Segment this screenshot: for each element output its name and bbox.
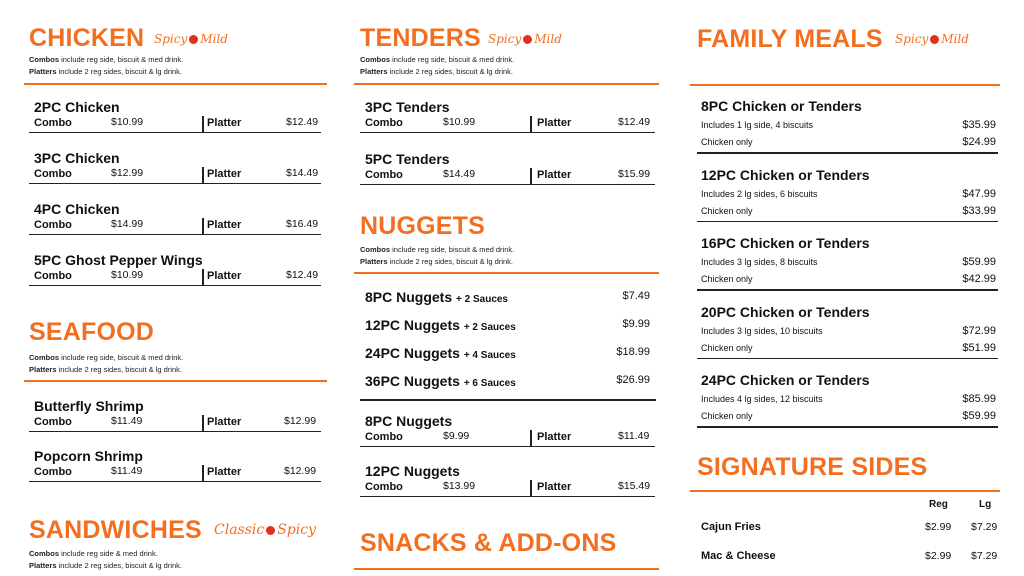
combo-price: $14.99 bbox=[111, 218, 144, 230]
flavor-classic-label: Classic bbox=[214, 522, 265, 538]
item-name: 12PC Nuggets bbox=[365, 317, 460, 333]
flavor-mild-label: Mild bbox=[534, 32, 562, 46]
sauce-note: + 6 Sauces bbox=[463, 378, 516, 389]
nuggets-combo-note: Combos include reg side, biscuit & med drink. bbox=[360, 245, 515, 254]
chicken-only-label: Chicken only bbox=[701, 274, 753, 284]
includes-text: Includes 1 lg side, 4 biscuits bbox=[701, 120, 814, 130]
combo-label: Combo bbox=[34, 466, 72, 478]
chicken-title: CHICKEN bbox=[29, 24, 145, 52]
item-name: 24PC Chicken or Tenders bbox=[701, 372, 870, 388]
platter-label: Platter bbox=[537, 169, 572, 181]
platter-price: $15.49 bbox=[618, 480, 651, 492]
includes-text: Includes 3 lg sides, 10 biscuits bbox=[701, 325, 823, 336]
item-price: $18.99 bbox=[616, 346, 650, 358]
tenders-platter-note: Platters include 2 reg sides, biscuit & lg drink. bbox=[360, 67, 513, 76]
combo-price: $12.99 bbox=[111, 167, 144, 179]
row-separator bbox=[202, 269, 204, 285]
chicken-only-price: $59.99 bbox=[962, 410, 996, 422]
nuggets-divider bbox=[360, 399, 656, 401]
item-name: 16PC Chicken or Tenders bbox=[701, 235, 870, 251]
item-name: 12PC Chicken or Tenders bbox=[701, 166, 870, 183]
item-name: 3PC Chicken bbox=[34, 150, 120, 166]
nuggets-platter-note: Platters include 2 reg sides, biscuit & lg drink. bbox=[360, 257, 513, 266]
platter-price: $12.49 bbox=[286, 116, 319, 128]
lg-price: $7.29 bbox=[971, 550, 998, 562]
row-separator bbox=[530, 480, 532, 496]
combo-price: $10.99 bbox=[111, 269, 144, 281]
reg-price: $2.99 bbox=[925, 521, 952, 533]
row-divider bbox=[697, 221, 998, 223]
meal-price: $35.99 bbox=[962, 119, 996, 131]
chicken-only-price: $42.99 bbox=[962, 273, 996, 285]
vs-dot-icon bbox=[930, 35, 939, 44]
sauce-note: + 4 Sauces bbox=[463, 350, 516, 361]
side-name: Cajun Fries bbox=[701, 521, 761, 533]
chicken-flavor-badge bbox=[154, 32, 228, 46]
item-name: 5PC Tenders bbox=[365, 151, 450, 167]
item-name: 2PC Chicken bbox=[34, 99, 120, 115]
section-divider bbox=[24, 83, 327, 85]
sides-lg-header: Lg bbox=[979, 499, 992, 510]
row-separator bbox=[202, 167, 204, 183]
includes-text: Includes 2 lg sides, 6 biscuits bbox=[701, 188, 818, 199]
price-row bbox=[29, 116, 321, 133]
combo-label: Combo bbox=[365, 169, 403, 181]
section-divider bbox=[690, 490, 1000, 492]
combo-label: Combo bbox=[34, 416, 72, 428]
item-name: 8PC Nuggets bbox=[365, 413, 453, 429]
row-separator bbox=[530, 116, 532, 132]
item-name: 12PC Nuggets bbox=[365, 463, 460, 479]
chicken-only-label: Chicken only bbox=[701, 205, 753, 216]
combo-label: Combo bbox=[365, 481, 403, 493]
row-separator bbox=[530, 430, 532, 446]
item-name: 24PC Nuggets bbox=[365, 345, 460, 361]
combo-label: Combo bbox=[34, 168, 72, 180]
row-separator bbox=[202, 218, 204, 234]
price-row bbox=[360, 168, 655, 185]
nugget-item bbox=[365, 345, 516, 361]
vs-dot-icon bbox=[523, 35, 532, 44]
combo-label: Combo bbox=[34, 219, 72, 231]
price-row bbox=[29, 415, 321, 432]
seafood-title: SEAFOOD bbox=[29, 318, 155, 346]
meal-price: $59.99 bbox=[962, 256, 996, 268]
flavor-spicy-label: Spicy bbox=[895, 32, 929, 46]
chicken-only-label: Chicken only bbox=[701, 137, 753, 147]
item-price: $9.99 bbox=[622, 318, 650, 330]
platter-label: Platter bbox=[207, 219, 242, 231]
row-separator bbox=[202, 415, 204, 431]
item-name: 3PC Tenders bbox=[365, 99, 450, 115]
flavor-spicy-label: Spicy bbox=[154, 32, 188, 46]
row-separator bbox=[202, 116, 204, 132]
combo-price: $10.99 bbox=[111, 116, 144, 128]
sauce-note: + 2 Sauces bbox=[456, 294, 508, 305]
vs-dot-icon bbox=[189, 35, 198, 44]
platter-price: $12.49 bbox=[618, 116, 651, 128]
snacks-title: SNACKS & ADD-ONS bbox=[360, 529, 617, 557]
nugget-item bbox=[365, 373, 516, 389]
row-divider bbox=[697, 426, 998, 428]
platter-label: Platter bbox=[207, 117, 242, 129]
lg-price: $7.29 bbox=[971, 521, 998, 533]
combo-label: Combo bbox=[365, 431, 403, 443]
row-divider bbox=[697, 358, 998, 360]
combo-label: Combo bbox=[34, 270, 72, 282]
sandwiches-platter-note: Platters include 2 reg sides, biscuit & lg drink. bbox=[29, 561, 182, 570]
nugget-item bbox=[365, 317, 516, 333]
item-price: $7.49 bbox=[622, 290, 650, 302]
combo-label: Combo bbox=[365, 117, 403, 129]
seafood-platter-note: Platters include 2 reg sides, biscuit & lg drink. bbox=[29, 365, 182, 374]
platter-price: $12.99 bbox=[284, 415, 317, 427]
sandwiches-flavor-badge bbox=[214, 522, 316, 538]
price-row bbox=[29, 167, 321, 184]
flavor-spicy-label: Spicy bbox=[488, 32, 522, 46]
chicken-combo-note: Combos include reg side, biscuit & med drink. bbox=[29, 55, 184, 64]
section-divider bbox=[24, 380, 327, 382]
price-row bbox=[360, 430, 655, 447]
platter-price: $11.49 bbox=[618, 430, 650, 442]
flavor-spicy-label: Spicy bbox=[277, 522, 317, 538]
vs-dot-icon bbox=[266, 526, 275, 535]
platter-price: $12.99 bbox=[284, 465, 317, 477]
item-name: Popcorn Shrimp bbox=[34, 448, 143, 464]
combo-price: $9.99 bbox=[443, 430, 470, 442]
sandwiches-title: SANDWICHES bbox=[29, 516, 202, 544]
meal-price: $85.99 bbox=[962, 393, 996, 405]
price-row bbox=[360, 116, 655, 133]
item-name: 5PC Ghost Pepper Wings bbox=[34, 252, 203, 268]
tenders-title: TENDERS bbox=[360, 24, 481, 52]
row-divider bbox=[697, 289, 998, 291]
item-name: 8PC Nuggets bbox=[365, 289, 453, 305]
platter-label: Platter bbox=[537, 481, 572, 493]
price-row bbox=[360, 480, 655, 497]
platter-label: Platter bbox=[207, 466, 242, 478]
nugget-item bbox=[365, 289, 508, 305]
section-divider bbox=[354, 272, 659, 274]
combo-price: $10.99 bbox=[443, 116, 476, 128]
tenders-combo-note: Combos include reg side, biscuit & med drink. bbox=[360, 55, 515, 64]
seafood-combo-note: Combos include reg side, biscuit & med drink. bbox=[29, 353, 184, 362]
item-name: 4PC Chicken bbox=[34, 201, 120, 217]
platter-label: Platter bbox=[207, 416, 242, 428]
item-name: 8PC Chicken or Tenders bbox=[701, 98, 862, 114]
tenders-flavor-badge bbox=[488, 32, 562, 46]
side-name: Mac & Cheese bbox=[701, 550, 776, 562]
combo-price: $11.49 bbox=[111, 415, 143, 427]
price-row bbox=[29, 269, 321, 286]
includes-text: Includes 3 lg sides, 8 biscuits bbox=[701, 257, 818, 267]
chicken-platter-note: Platters include 2 reg sides, biscuit & lg drink. bbox=[29, 67, 182, 76]
chicken-only-label: Chicken only bbox=[701, 411, 753, 421]
includes-text: Includes 4 lg sides, 12 biscuits bbox=[701, 394, 823, 404]
sides-reg-header: Reg bbox=[929, 499, 948, 510]
item-name: 36PC Nuggets bbox=[365, 373, 460, 389]
section-divider bbox=[354, 83, 659, 85]
row-separator bbox=[530, 168, 532, 184]
reg-price: $2.99 bbox=[925, 550, 952, 562]
sauce-note: + 2 Sauces bbox=[463, 322, 516, 333]
combo-price: $13.99 bbox=[443, 480, 476, 492]
family-title: FAMILY MEALS bbox=[697, 25, 883, 53]
row-divider bbox=[697, 152, 998, 154]
meal-price: $72.99 bbox=[962, 324, 996, 337]
platter-label: Platter bbox=[537, 117, 572, 129]
platter-price: $14.49 bbox=[286, 167, 319, 179]
platter-label: Platter bbox=[207, 270, 242, 282]
chicken-only-label: Chicken only bbox=[701, 342, 753, 353]
price-row bbox=[29, 465, 321, 482]
chicken-only-price: $24.99 bbox=[962, 136, 996, 148]
section-divider bbox=[690, 84, 1000, 86]
combo-label: Combo bbox=[34, 117, 72, 129]
flavor-mild-label: Mild bbox=[200, 32, 228, 46]
row-separator bbox=[202, 465, 204, 481]
chicken-only-price: $51.99 bbox=[962, 341, 996, 354]
nuggets-title: NUGGETS bbox=[360, 212, 486, 240]
platter-label: Platter bbox=[537, 431, 572, 443]
platter-label: Platter bbox=[207, 168, 242, 180]
price-row bbox=[29, 218, 321, 235]
item-name: 20PC Chicken or Tenders bbox=[701, 303, 870, 320]
platter-price: $12.49 bbox=[286, 269, 319, 281]
combo-price: $11.49 bbox=[111, 465, 143, 477]
flavor-mild-label: Mild bbox=[941, 32, 969, 46]
section-divider bbox=[354, 568, 659, 570]
sandwiches-combo-note: Combos include reg side & med drink. bbox=[29, 549, 158, 558]
item-price: $26.99 bbox=[616, 374, 650, 386]
platter-price: $16.49 bbox=[286, 218, 319, 230]
family-flavor-badge bbox=[895, 32, 969, 46]
sides-title: SIGNATURE SIDES bbox=[697, 453, 928, 481]
platter-price: $15.99 bbox=[618, 168, 651, 180]
meal-price: $47.99 bbox=[962, 187, 996, 200]
item-name: Butterfly Shrimp bbox=[34, 398, 144, 414]
chicken-only-price: $33.99 bbox=[962, 204, 996, 217]
combo-price: $14.49 bbox=[443, 168, 476, 180]
